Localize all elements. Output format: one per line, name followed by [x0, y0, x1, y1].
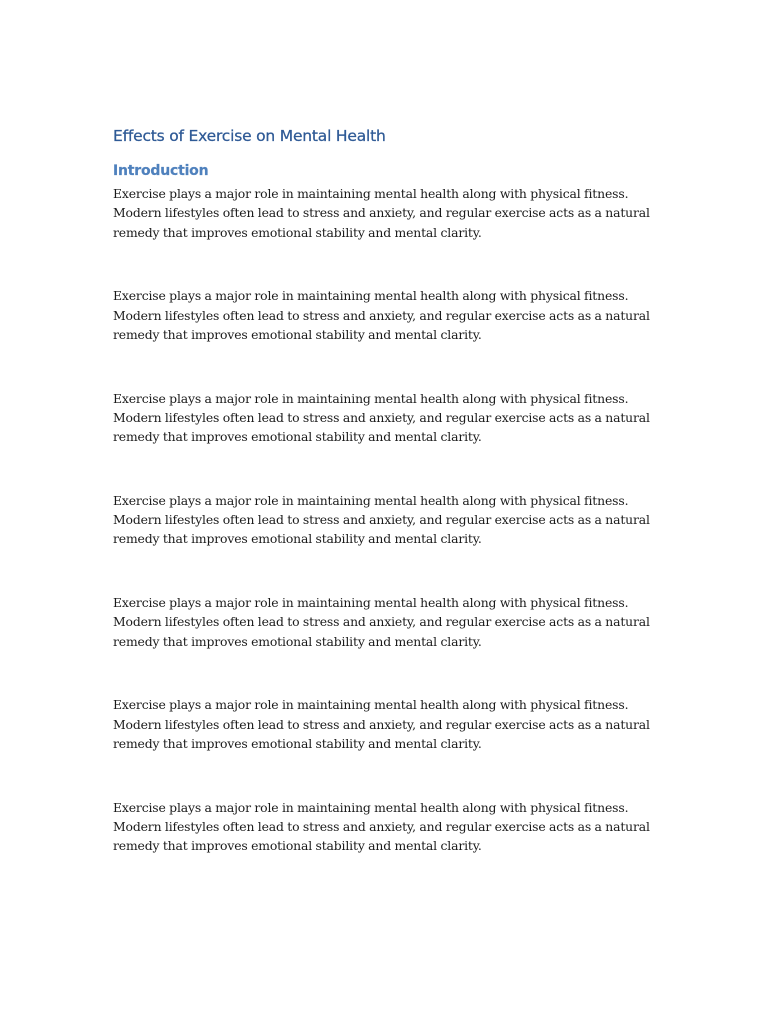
paragraph-2: Exercise plays a major role in maintaining mental health along with physical fitness. Modern lifestyles often lead to stress and anxiety, and regular exercise acts as a natural remedy that improves emotional stability and mental clarity. — [113, 288, 650, 342]
paragraph-7: Exercise plays a major role in maintaining mental health along with physical fitness. Modern lifestyles often lead to stress and anxiety, and regular exercise acts as a natural remedy that improves emotional stability and mental clarity. — [113, 799, 650, 854]
section-heading-introduction: Introduction — [113, 163, 209, 179]
document-body — [113, 124, 673, 856]
paragraph-4: Exercise plays a major role in maintaining mental health along with physical fitness. Modern lifestyles often lead to stress and anxiety, and regular exercise acts as a natural remedy that improves emotional stability and mental clarity. — [113, 492, 650, 547]
paragraph-5: Exercise plays a major role in maintaining mental health along with physical fitness. Modern lifestyles often lead to stress and anxiety, and regular exercise acts as a natural remedy that improves emotional stability and mental clarity. — [113, 595, 650, 649]
paragraph-3: Exercise plays a major role in maintaining mental health along with physical fitness. Modern lifestyles often lead to stress and anxiety, and regular exercise acts as a natural remedy that improves emotional stability and mental clarity. — [113, 390, 650, 445]
document-title: Effects of Exercise on Mental Health — [113, 127, 386, 145]
paragraph-1: Exercise plays a major role in maintaining mental health along with physical fitness. Modern lifestyles often lead to stress and anxiety, and regular exercise acts as a natural remedy that improves emotional stability and mental clarity. — [113, 186, 650, 240]
paragraph-6: Exercise plays a major role in maintaining mental health along with physical fitness. Modern lifestyles often lead to stress and anxiety, and regular exercise acts as a natural remedy that improves emotional stability and mental clarity. — [113, 697, 650, 751]
